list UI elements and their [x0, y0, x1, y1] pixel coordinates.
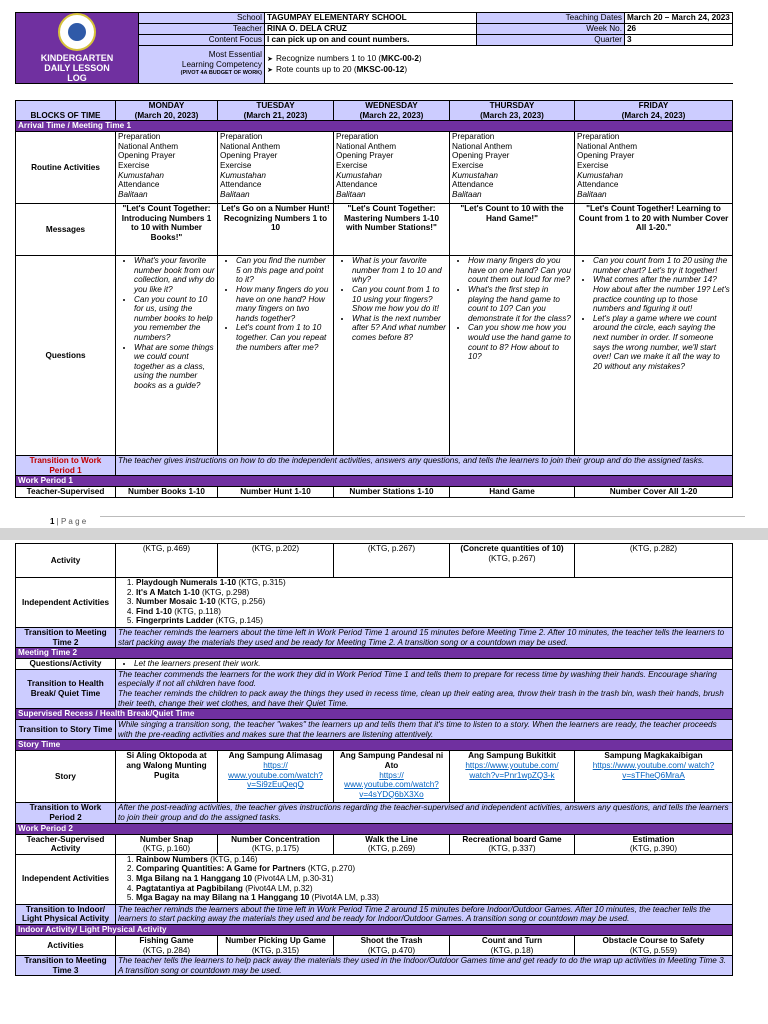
ts-ref-friday: (KTG, p.282) [575, 544, 733, 578]
ts2-monday: Number Snap (KTG, p.160) [116, 834, 218, 854]
ts2-friday: Estimation (KTG, p.390) [575, 834, 733, 854]
week-value: 26 [625, 24, 733, 35]
content-focus-label: Content Focus [139, 35, 265, 46]
ts-wednesday: Number Stations 1-10 [334, 487, 450, 498]
independent-label-2: Independent Activities [16, 854, 116, 904]
melc-code-2: MKSC-00-12 [356, 64, 405, 74]
teacher-value: RINA O. DELA CRUZ [265, 24, 477, 35]
transition-story-text: While singing a transition song, the teacher "wakes" the learners up and tells them that it's time to listen to a story. When the learners are ready, the teacher proceeds with the pre-reading activities and makes sure that the learners are listening attentively. [116, 720, 733, 740]
ts-ref-thursday: (Concrete quantities of 10) (KTG, p.267) [450, 544, 575, 578]
questions-thursday: • How many fingers do you have on one hand? Can you count them out loud for me? • What's the first step in playing the hand game to count to 10? Can you demonstrate it for the class? • Can you show me how you would use the hand game to count to 8? How about to 10? [450, 256, 575, 456]
header-table [15, 12, 733, 84]
questions-wednesday: • What is your favorite number from 1 to 10 and why? • Can you count from 1 to 10 using your fingers? Show me how you do it! • What is the next number after 5? And what number comes before 8? [334, 256, 450, 456]
ts2-thursday: Recreational board Game (KTG, p.337) [450, 834, 575, 854]
story-link-wednesday[interactable]: https:// www.youtube.com/watch? v=4sYDQ6bX3Xo [344, 770, 439, 799]
melc-item-1: ➤ Recognize numbers 1 to 10 (MKC-00-2) [267, 53, 422, 63]
message-monday: "Let's Count Together: Introducing Numbers 1 to 10 with Number Books!" [116, 204, 218, 256]
activities-label: Activities [16, 935, 116, 955]
routine-wednesday: Preparation National Anthem Opening Prayer Exercise Kumustahan Attendance Balitaan [334, 132, 450, 204]
transition-story-label: Transition to Story Time [16, 720, 116, 740]
story-time-header: Story Time [16, 740, 733, 751]
message-wednesday: "Let's Count Together: Mastering Numbers 1-10 with Number Stations!" [334, 204, 450, 256]
story-link-friday[interactable]: https://www.youtube.com/ watch?v=sTFheQ6MraA [592, 760, 715, 780]
message-thursday: "Let's Count to 10 with the Hand Game!" [450, 204, 575, 256]
transition-mt2-text: The teacher reminds the learners about the time left in Work Period Time 1 around 15 minutes before Meeting Time 2. After 10 minutes, the teacher tells the learners to start packing away the materials they used and be ready for Meeting Time 2. A transition song or a countdown may be used. [116, 628, 733, 648]
transition-mt2-label: Transition to Meeting Time 2 [16, 628, 116, 648]
story-label: Story [16, 751, 116, 803]
dates-value: March 20 – March 24, 2023 [625, 13, 733, 24]
teacher-supervised-label: Teacher-Supervised [16, 487, 116, 498]
story-thursday: Ang Sampung Bukitkit https://www.youtube.com/ watch?v=Pnr1wpZQ3-k [450, 751, 575, 803]
tuesday-header: TUESDAY (March 21, 2023) [218, 101, 334, 121]
ts-monday: Number Books 1-10 [116, 487, 218, 498]
melc-label-2: Learning Competency [181, 59, 262, 69]
message-friday: "Let's Count Together! Learning to Count from 1 to 20 with Number Cover All 1-20." [575, 204, 733, 256]
independent-list-2: 1. Rainbow Numbers (KTG, p.146) 2. Comparing Quantities: A Game for Partners (KTG, p.270) 3. Mga Bilang na 1 Hanggang 10 (Pivot4A LM, p.30-31) 4. Pagtatantiya at Pagbibilang (Pivot4A LM, p.32) 5. Mga Bagay na may Bilang na 1 Hanggang 10 (Pivot4A LM, p.33) [116, 854, 733, 904]
deped-seal-icon [58, 13, 96, 51]
recess-header: Supervised Recess / Health Break/Quiet Time [16, 709, 733, 720]
ts-ref-monday: (KTG, p.469) [116, 544, 218, 578]
story-wednesday: Ang Sampung Pandesal ni Ato https:// www.youtube.com/watch? v=4sYDQ6bX3Xo [334, 751, 450, 803]
melc-label-3: (PIVOT 4A BUDGET OF WORK) [180, 70, 262, 77]
kindergarten-title-cell [16, 13, 139, 84]
arrival-section-header: Arrival Time / Meeting Time 1 [16, 121, 733, 132]
indoor-friday: Obstacle Course to Safety (KTG, p.559) [575, 935, 733, 955]
ts-ref-tuesday: (KTG, p.202) [218, 544, 334, 578]
transition-mt3-label: Transition to Meeting Time 3 [16, 956, 116, 976]
story-link-tuesday[interactable]: https:// www.youtube.com/watch? v=Si9zEuQeqQ [228, 760, 323, 790]
melc-code-1: MKC-00-2 [381, 53, 419, 63]
transition-wp2-text: After the post-reading activities, the teacher gives instructions regarding the teacher-supervised and independent activities, answers any questions, and tells the learners to join their group and do the assigned tasks. [116, 803, 733, 823]
ts-tuesday: Number Hunt 1-10 [218, 487, 334, 498]
melc-values [265, 46, 733, 84]
footer-divider [100, 516, 745, 517]
teacher-label: Teacher [139, 24, 265, 35]
indoor-activity-header: Indoor Activity/ Light Physical Activity [16, 924, 733, 935]
transition-indoor-label: Transition to Indoor/ Light Physical Activity [16, 904, 116, 924]
ts2-wednesday: Walk the Line (KTG, p.269) [334, 834, 450, 854]
routine-friday: Preparation National Anthem Opening Prayer Exercise Kumustahan Attendance Balitaan [575, 132, 733, 204]
work-period-1-header: Work Period 1 [16, 476, 733, 487]
melc-item-2: ➤ Rote counts up to 20 (MKSC-00-12) [267, 64, 408, 74]
lesson-table-page-2 [15, 543, 733, 976]
transition-health-label: Transition to Health Break/ Quiet Time [16, 669, 116, 708]
title-line-3: LOG [67, 73, 87, 83]
story-monday: Si Aling Oktopoda at ang Walong Munting Pugita [116, 751, 218, 803]
routine-monday: Preparation National Anthem Opening Prayer Exercise Kumustahan Attendance Balitaan [116, 132, 218, 204]
ts-ref-wednesday: (KTG, p.267) [334, 544, 450, 578]
transition-wp1-label: Transition to Work Period 1 [16, 456, 116, 476]
transition-indoor-text: The teacher reminds the learners about the time left in Work Period Time 2 around 15 minutes before Indoor/Outdoor Games. After 10 minutes, the teacher tells the learners to start packing away the materials they used and be ready for Indoor/Outdoor Games. A transition song or countdown may be used. [116, 904, 733, 924]
questions-friday: • Can you count from 1 to 20 using the number chart? Let's try it together! • What comes after the number 14? How about after the number 19? Let's practice counting up to those numbers and figuring it out! • Let's play a game where we count around the circle, each saying the next number in order. If someone says the wrong number, we'll start over! Can we make it all the way to 20 without any mistakes? [575, 256, 733, 456]
message-tuesday: Let's Go on a Number Hunt! Recognizing Numbers 1 to 10 [218, 204, 334, 256]
meeting-time-2-header: Meeting Time 2 [16, 648, 733, 659]
indoor-tuesday: Number Picking Up Game (KTG, p.315) [218, 935, 334, 955]
indoor-monday: Fishing Game (KTG, p.284) [116, 935, 218, 955]
ts2-label: Teacher-Supervised Activity [16, 834, 116, 854]
transition-wp1-text: The teacher gives instructions on how to do the independent activities, answers any questions, and tells the learners to join their group and do the assigned tasks. [116, 456, 733, 476]
thursday-header: THURSDAY (March 23, 2023) [450, 101, 575, 121]
story-tuesday: Ang Sampung Alimasag https:// www.youtube.com/watch? v=Si9zEuQeqQ [218, 751, 334, 803]
arrow-bullet-icon: ➤ [267, 66, 273, 74]
week-label: Week No. [477, 24, 625, 35]
ts-thursday: Hand Game [450, 487, 575, 498]
page-number: 1 | P a g e [50, 517, 87, 526]
dates-label: Teaching Dates [477, 13, 625, 24]
questions-monday: • What's your favorite number book from our collection, and why do you like it? • Can you count to 10 for us, using the number books to help you remember the numbers? • What are some things we could count together as a class, using the number books as a guide? [116, 256, 218, 456]
story-friday: Sampung Magkakaibigan https://www.youtube.com/ watch?v=sTFheQ6MraA [575, 751, 733, 803]
ts2-tuesday: Number Concentration (KTG, p.175) [218, 834, 334, 854]
work-period-2-header: Work Period 2 [16, 823, 733, 834]
activity-label: Activity [16, 544, 116, 578]
school-label: School [139, 13, 265, 24]
transition-wp2-label: Transition to Work Period 2 [16, 803, 116, 823]
title-line-2: DAILY LESSON [44, 63, 110, 73]
indoor-thursday: Count and Turn (KTG, p.18) [450, 935, 575, 955]
arrow-bullet-icon: ➤ [267, 55, 273, 63]
routine-label: Routine Activities [16, 132, 116, 204]
friday-header: FRIDAY (March 24, 2023) [575, 101, 733, 121]
title-line-1: KINDERGARTEN [40, 53, 114, 63]
blocks-of-time-header: BLOCKS OF TIME [16, 101, 116, 121]
lesson-table-page-1 [15, 100, 733, 498]
school-value: TAGUMPAY ELEMENTARY SCHOOL [265, 13, 477, 24]
indoor-wednesday: Shoot the Trash (KTG, p.470) [334, 935, 450, 955]
story-link-thursday[interactable]: https://www.youtube.com/ watch?v=Pnr1wpZQ3-k [465, 760, 559, 780]
content-focus-value: I can pick up on and count numbers. [265, 35, 477, 46]
questions-activity-label: Questions/Activity [16, 659, 116, 670]
questions-label: Questions [16, 256, 116, 456]
melc-label-1: Most Essential [208, 50, 262, 60]
transition-health-text: The teacher commends the learners for the work they did in Work Period Time 1 and tells them to prepare for recess time by washing their hands. Encourage sharing especially if not all children have food. The teacher reminds the children to pack away the things they used in recess time, clean up their eating area, throw their trash in the trash bin, wash their hands, brush their teeth, change their wet clothes, and have their Quiet Time. [116, 669, 733, 708]
quarter-label: Quarter [477, 35, 625, 46]
routine-thursday: Preparation National Anthem Opening Prayer Exercise Kumustahan Attendance Balitaan [450, 132, 575, 204]
page-2 [0, 540, 768, 1024]
column-header-row [16, 101, 733, 121]
monday-header: MONDAY (March 20, 2023) [116, 101, 218, 121]
independent-list-1: 1. Playdough Numerals 1-10 (KTG, p.315) 2. It's A Match 1-10 (KTG, p.298) 3. Number Mosaic 1-10 (KTG, p.256) 4. Find 1-10 (KTG, p.118) 5. Fingerprints Ladder (KTG, p.145) [116, 578, 733, 628]
ts-friday: Number Cover All 1-20 [575, 487, 733, 498]
routine-tuesday: Preparation National Anthem Opening Prayer Exercise Kumustahan Attendance Balitaan [218, 132, 334, 204]
quarter-value: 3 [625, 35, 733, 46]
questions-tuesday: • Can you find the number 5 on this page and point to it? • How many fingers do you have on one hand? How many fingers on two hands together? • Let's count from 1 to 10 together. Can you repeat the numbers after me? [218, 256, 334, 456]
wednesday-header: WEDNESDAY (March 22, 2023) [334, 101, 450, 121]
questions-activity-text: • Let the learners present their work. [116, 659, 733, 670]
independent-label-1: Independent Activities [16, 578, 116, 628]
transition-mt3-text: The teacher tells the learners to help pack away the materials they used in the Indoor/Outdoor Games time and get ready to do the wrap up activities in Meeting Time 3. A transition song or countdown may be used. [116, 956, 733, 976]
messages-label: Messages [16, 204, 116, 256]
melc-label [139, 46, 265, 84]
